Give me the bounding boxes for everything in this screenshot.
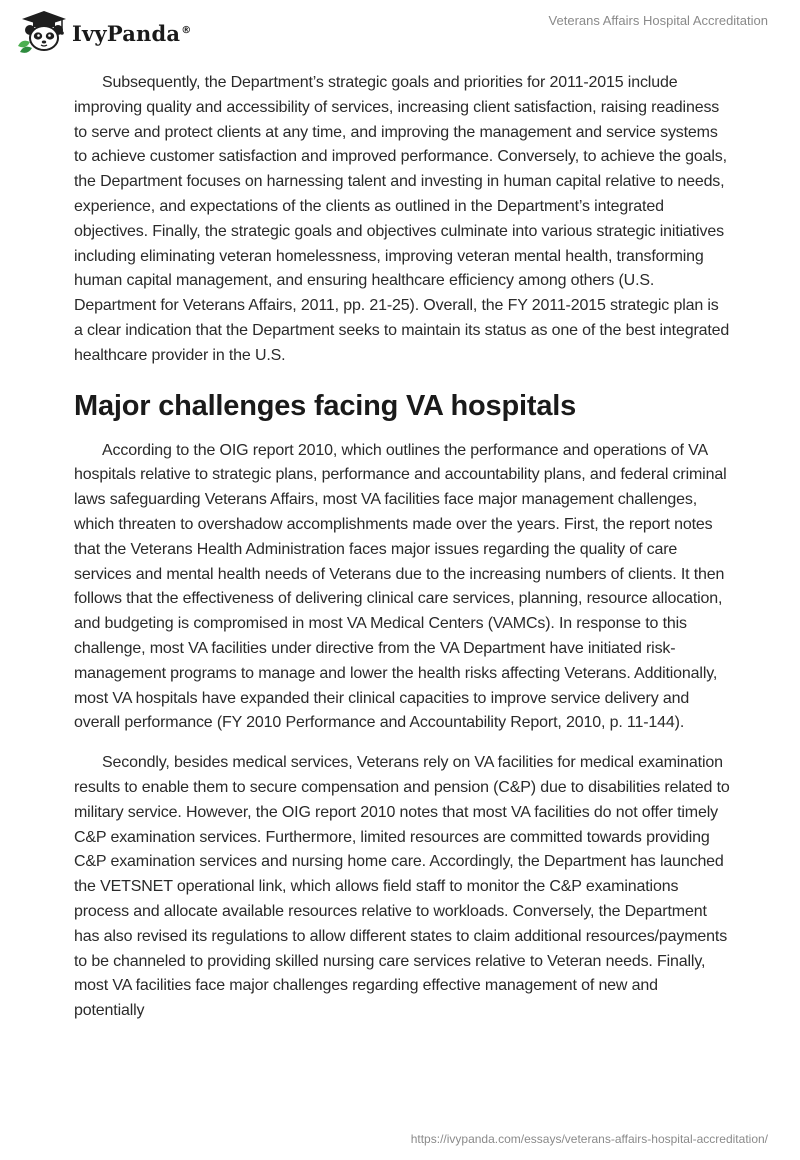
section-heading: Major challenges facing VA hospitals <box>74 389 577 422</box>
source-url-link[interactable]: https://ivypanda.com/essays/veterans-affairs-hospital-accreditation/ <box>410 1132 768 1146</box>
body-paragraph: Subsequently, the Department’s strategic goals and priorities for 2011-2015 include improving quality and accessibility of services, increasing client satisfaction, raising readiness to serve and protect clients at any time, and improving the management and service systems to achieve customer satisfaction and improved performance. Conversely, to achieve the goals, the Department focuses on harnessing talent and investing in human capital relative to needs, experience, and expectations of the clients as outlined in the Department’s integrated objectives. Finally, the strategic goals and objectives culminate into various strategic initiatives including eliminating veteran homelessness, improving veteran mental health, transforming human capital management, and ensuring healthcare efficiency among others (U.S. Department for Veterans Affairs, 2011, pp. 21-25). Overall, the FY 2011-2015 strategic plan is a clear indication that the Department seeks to maintain its status as one of the best integrated healthcare provider in the U.S. <box>74 74 730 364</box>
body-paragraph: Secondly, besides medical services, Veterans rely on VA facilities for medical examination results to enable them to secure compensation and pension (C&P) due to disabilities related to military service. However, the OIG report 2010 notes that most VA facilities do not offer timely C&P examination services. Furthermore, limited resources are committed towards providing C&P examination services and nursing home care. Accordingly, the Department has launched the VETSNET operational link, which allows field staff to monitor the C&P examinations process and allocate available resources relative to workloads. Conversely, the Department has also revised its regulations to allow different states to claim additional resources/payments to be channeled to providing skilled nursing care services relative to Veteran needs. Finally, most VA facilities face major challenges regarding effective management of new and potentially <box>74 754 730 1020</box>
page-header <box>0 0 800 60</box>
ivypanda-logo[interactable] <box>14 8 191 56</box>
registered-mark: ® <box>181 24 192 36</box>
panda-graduation-icon <box>14 8 70 56</box>
document-title: Veterans Affairs Hospital Accreditation <box>548 13 768 28</box>
body-paragraph: According to the OIG report 2010, which outlines the performance and operations of VA hospitals relative to strategic plans, performance and accountability plans, and federal criminal laws safeguarding Veterans Affairs, most VA facilities face major management challenges, which threaten to overshadow accomplishments made over the years. First, the report notes that the Veterans Health Administration faces major issues regarding the quality of care services and mental health needs of Veterans due to the increasing numbers of clients. It then follows that the effectiveness of delivering clinical care services, planning, resource allocation, and budgeting is compromised in most VA Medical Centers (VAMCs). In response to this challenge, most VA facilities under directive from the VA Department have initiated risk-management programs to manage and lower the health risks affecting Veterans. Additionally, most VA hospitals have expanded their clinical capacities to improve service delivery and overall performance (FY 2010 Performance and Accountability Report, 2010, p. 11-144). <box>74 441 727 732</box>
essay-body <box>74 71 730 1039</box>
logo-wordmark: IvyPanda® <box>72 20 192 46</box>
